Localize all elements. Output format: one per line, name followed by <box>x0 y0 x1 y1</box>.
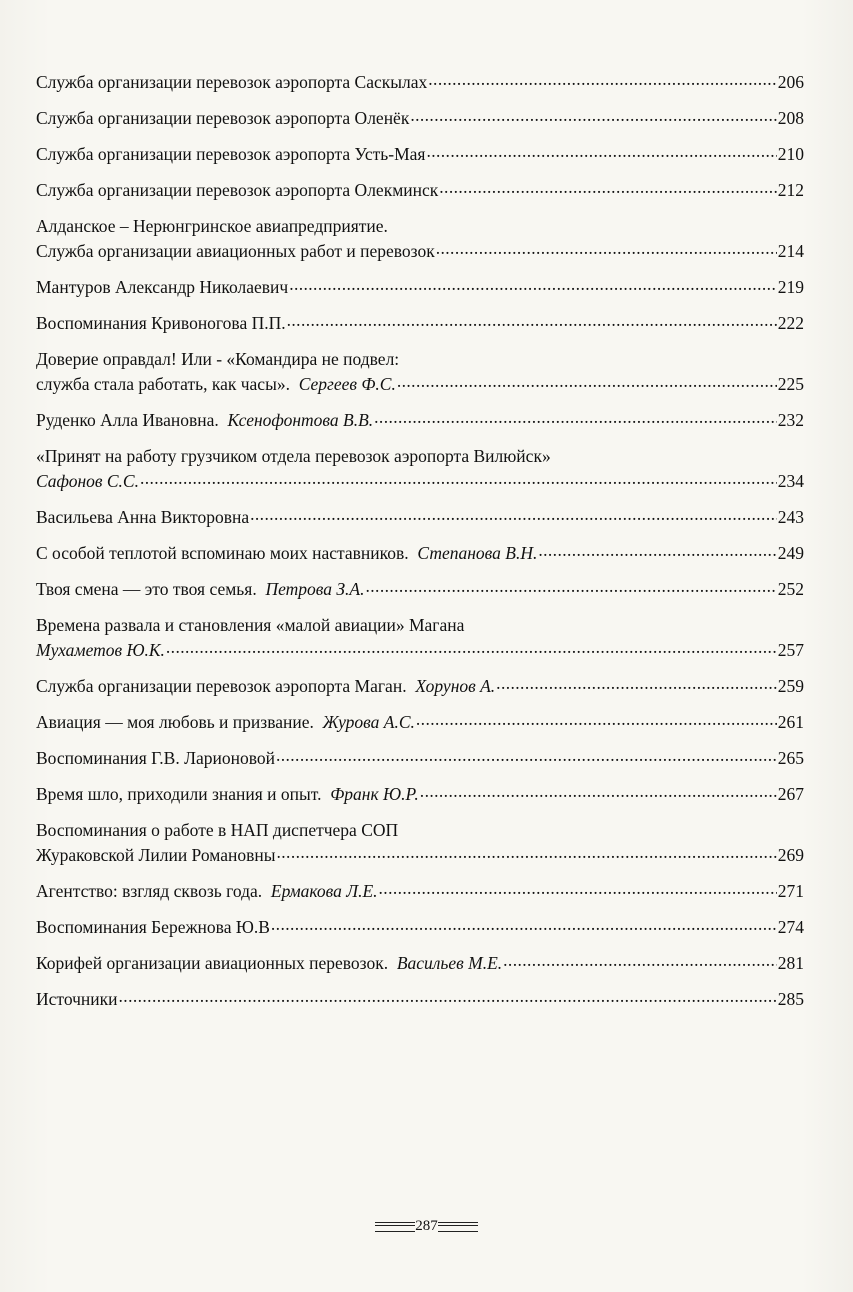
toc-page-number: 271 <box>777 881 804 901</box>
toc-page-number: 261 <box>777 712 804 732</box>
toc-author: Мухаметов Ю.К. <box>36 640 165 660</box>
toc-line <box>36 638 804 663</box>
toc-title <box>36 577 365 602</box>
toc-title <box>36 214 388 239</box>
toc-page-number: 234 <box>777 471 804 491</box>
toc-entry <box>36 142 804 167</box>
toc-title-text: Служба организации перевозок аэропорта Олекминск <box>36 180 439 200</box>
toc-line <box>36 987 804 1012</box>
toc-page-number: 232 <box>777 410 804 430</box>
toc-title-text: Воспоминания Г.В. Ларионовой <box>36 748 275 768</box>
toc-entry <box>36 505 804 530</box>
toc-title-text: Служба организации перевозок аэропорта Маган. <box>36 676 407 696</box>
toc-entry <box>36 613 804 663</box>
toc-page-number: 252 <box>777 579 804 599</box>
toc-title <box>36 674 495 699</box>
toc-page-number: 265 <box>777 748 804 768</box>
toc-title <box>36 613 464 638</box>
toc-author: Франк Ю.Р. <box>330 784 419 804</box>
toc-title <box>36 372 396 397</box>
dot-leader <box>416 712 777 728</box>
toc-title <box>36 951 502 976</box>
toc-title-text: Доверие оправдал! Или - «Командира не подвел: <box>36 349 400 369</box>
toc-title-text: Мантуров Александр Николаевич <box>36 277 289 297</box>
toc-title-text: Руденко Алла Ивановна. <box>36 410 219 430</box>
toc-author: Ермакова Л.Е. <box>270 881 378 901</box>
toc-line <box>36 818 804 843</box>
dot-leader <box>439 180 776 196</box>
toc-title-text: Служба организации перевозок аэропорта Саскылах <box>36 72 428 92</box>
toc-title <box>36 987 118 1012</box>
toc-title <box>36 746 275 771</box>
dot-leader <box>379 881 777 897</box>
toc-page-number: 243 <box>777 507 804 527</box>
footer-ornament-left <box>375 1222 415 1232</box>
toc-title-text: Времена развала и становления «малой авиации» Магана <box>36 615 465 635</box>
toc-line <box>36 106 804 131</box>
toc-title <box>36 444 551 469</box>
toc-page-number: 259 <box>777 676 804 696</box>
toc-entry <box>36 951 804 976</box>
dot-leader <box>277 845 777 861</box>
toc-title <box>36 347 399 372</box>
toc-line <box>36 178 804 203</box>
toc-title <box>36 239 435 264</box>
toc-entry <box>36 782 804 807</box>
toc-title <box>36 70 427 95</box>
toc-author: Ксенофонтова В.В. <box>227 410 374 430</box>
toc-entry <box>36 710 804 735</box>
dot-leader <box>436 241 777 257</box>
dot-leader <box>428 72 776 88</box>
toc-title <box>36 782 419 807</box>
toc-title <box>36 311 286 336</box>
toc-line <box>36 541 804 566</box>
toc-page-number: 285 <box>777 989 804 1009</box>
toc-title-text: Жураковской Лилии Романовны <box>36 845 276 865</box>
toc-author: Васильев М.Е. <box>396 953 503 973</box>
toc-title <box>36 879 378 904</box>
toc-line <box>36 843 804 868</box>
dot-leader <box>374 410 777 426</box>
toc-title-text: Васильева Анна Викторовна <box>36 507 250 527</box>
toc-page-number: 208 <box>777 108 804 128</box>
toc-line <box>36 347 804 372</box>
dot-leader <box>420 784 777 800</box>
toc-page-number: 210 <box>777 144 804 164</box>
toc-entry <box>36 178 804 203</box>
toc-title-text: Агентство: взгляд сквозь года. <box>36 881 263 901</box>
toc-author: Сергеев Ф.С. <box>298 374 396 394</box>
toc-entry <box>36 577 804 602</box>
toc-entry <box>36 987 804 1012</box>
toc-line <box>36 915 804 940</box>
toc-page-number: 206 <box>777 72 804 92</box>
toc-title <box>36 505 249 530</box>
toc-line <box>36 951 804 976</box>
toc-entry <box>36 70 804 95</box>
toc-line <box>36 505 804 530</box>
toc-page-number: 267 <box>777 784 804 804</box>
toc-line <box>36 577 804 602</box>
toc-title-text: Воспоминания Кривоногова П.П. <box>36 313 286 333</box>
toc-title-text: Алданское – Нерюнгринское авиапредприятие. <box>36 216 388 236</box>
toc-title <box>36 710 415 735</box>
toc-line <box>36 239 804 264</box>
dot-leader <box>271 917 777 933</box>
dot-leader <box>397 374 777 390</box>
page-footer <box>0 1218 853 1235</box>
toc-entry <box>36 674 804 699</box>
toc-page-number: 249 <box>777 543 804 563</box>
dot-leader <box>496 676 777 692</box>
toc-entry <box>36 818 804 868</box>
toc-page-number: 257 <box>777 640 804 660</box>
toc-line <box>36 70 804 95</box>
toc-line <box>36 879 804 904</box>
toc-page-number: 219 <box>777 277 804 297</box>
toc-line <box>36 275 804 300</box>
toc-title <box>36 275 288 300</box>
dot-leader <box>538 543 776 559</box>
toc-line <box>36 710 804 735</box>
toc-title-text: Твоя смена — это твоя семья. <box>36 579 257 599</box>
toc-entry <box>36 444 804 494</box>
toc-title-text: Источники <box>36 989 118 1009</box>
page-number: 287 <box>415 1218 438 1234</box>
toc-title <box>36 178 438 203</box>
toc-entry <box>36 915 804 940</box>
toc-title <box>36 469 139 494</box>
toc-entry <box>36 879 804 904</box>
toc-line <box>36 782 804 807</box>
toc-line <box>36 408 804 433</box>
toc-author: Степанова В.Н. <box>417 543 538 563</box>
toc-page-number: 274 <box>777 917 804 937</box>
toc-entry <box>36 106 804 131</box>
toc-title <box>36 843 276 868</box>
toc-title <box>36 638 165 663</box>
toc-title-text: Воспоминания о работе в НАП диспетчера СОП <box>36 820 399 840</box>
toc-page-number: 222 <box>777 313 804 333</box>
toc-title-text: служба стала работать, как часы». <box>36 374 290 394</box>
toc-line <box>36 613 804 638</box>
toc-entry <box>36 275 804 300</box>
dot-leader <box>366 579 777 595</box>
toc-title-text: Авиация — моя любовь и призвание. <box>36 712 314 732</box>
footer-ornament-right <box>438 1222 478 1232</box>
toc-title-text: Служба организации авиационных работ и перевозок <box>36 241 435 261</box>
dot-leader <box>119 989 777 1005</box>
toc-entry <box>36 746 804 771</box>
toc-title-text: С особой теплотой вспоминаю моих наставников. <box>36 543 409 563</box>
toc-entry <box>36 541 804 566</box>
toc-line <box>36 674 804 699</box>
toc-title-text: Воспоминания Бережнова Ю.В <box>36 917 270 937</box>
toc-entry <box>36 408 804 433</box>
toc-line <box>36 214 804 239</box>
dot-leader <box>140 471 777 487</box>
toc-page-number: 281 <box>777 953 804 973</box>
toc-page-number: 225 <box>777 374 804 394</box>
table-of-contents <box>36 70 804 1023</box>
toc-entry <box>36 214 804 264</box>
toc-author: Сафонов С.С. <box>36 471 139 491</box>
dot-leader <box>289 277 777 293</box>
toc-title-text: «Принят на работу грузчиком отдела перевозок аэропорта Вилюйск» <box>36 446 551 466</box>
dot-leader <box>250 507 777 523</box>
toc-title <box>36 541 537 566</box>
toc-page-number: 214 <box>777 241 804 261</box>
dot-leader <box>426 144 776 160</box>
toc-title <box>36 408 373 433</box>
dot-leader <box>503 953 777 969</box>
dot-leader <box>276 748 777 764</box>
toc-line <box>36 469 804 494</box>
toc-title-text: Служба организации перевозок аэропорта Усть-Мая <box>36 144 426 164</box>
toc-title-text: Корифей организации авиационных перевозок. <box>36 953 389 973</box>
dot-leader <box>287 313 777 329</box>
toc-title <box>36 142 425 167</box>
toc-line <box>36 746 804 771</box>
toc-page-number: 212 <box>777 180 804 200</box>
toc-title <box>36 106 409 131</box>
toc-line <box>36 444 804 469</box>
toc-line <box>36 372 804 397</box>
toc-author: Петрова З.А. <box>265 579 365 599</box>
toc-page-number: 269 <box>777 845 804 865</box>
dot-leader <box>410 108 776 124</box>
dot-leader <box>166 640 777 656</box>
toc-line <box>36 142 804 167</box>
toc-entry <box>36 347 804 397</box>
toc-line <box>36 311 804 336</box>
toc-title-text: Время шло, приходили знания и опыт. <box>36 784 322 804</box>
toc-title <box>36 818 398 843</box>
toc-title <box>36 915 270 940</box>
toc-title-text: Служба организации перевозок аэропорта Оленёк <box>36 108 410 128</box>
toc-entry <box>36 311 804 336</box>
toc-author: Хорунов А. <box>415 676 496 696</box>
toc-author: Журова А.С. <box>322 712 415 732</box>
